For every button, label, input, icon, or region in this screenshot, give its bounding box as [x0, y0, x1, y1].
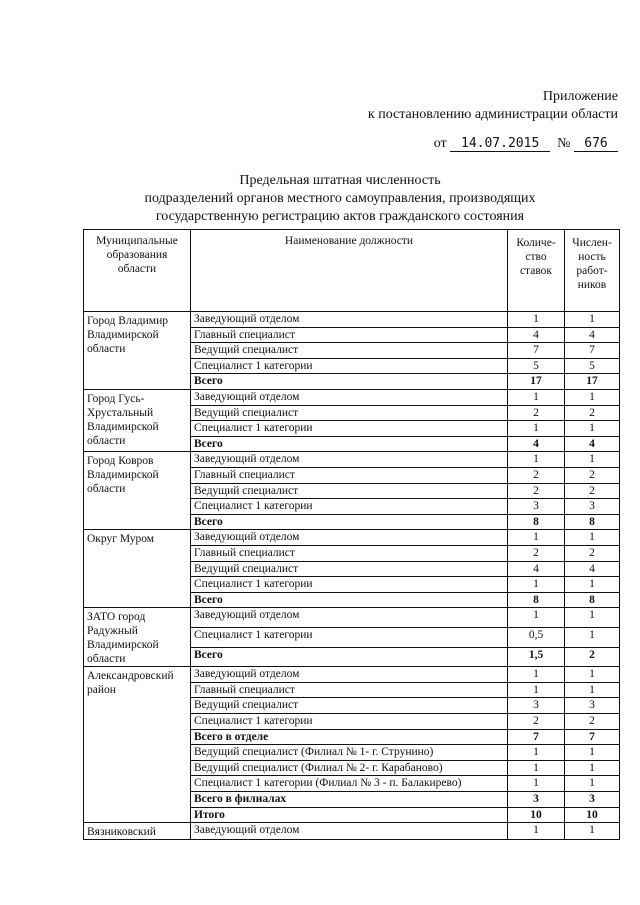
rates-cell: 10: [508, 807, 565, 823]
position-cell: Специалист 1 категории (Филиал № 3 - п. Балакирево): [191, 776, 508, 792]
staff-cell: 2: [565, 467, 620, 483]
staff-cell: 8: [565, 592, 620, 608]
column-header-rates: Количе-ство ставок: [508, 230, 565, 312]
position-cell: Ведущий специалист: [191, 343, 508, 359]
rates-cell: 1: [508, 389, 565, 405]
rates-cell: 3: [508, 698, 565, 714]
position-cell: Ведущий специалист: [191, 483, 508, 499]
position-cell: Всего: [191, 592, 508, 608]
number-prefix: №: [557, 136, 571, 151]
position-cell: Специалист 1 категории: [191, 627, 508, 647]
position-cell: Всего: [191, 374, 508, 390]
staff-cell: 1: [565, 682, 620, 698]
municipality-cell: Александровский район: [84, 667, 191, 823]
rates-cell: 1: [508, 312, 565, 328]
staff-cell: 1: [565, 627, 620, 647]
staff-cell: 1: [565, 608, 620, 628]
position-cell: Ведущий специалист: [191, 561, 508, 577]
staff-cell: 3: [565, 792, 620, 808]
rates-cell: 7: [508, 343, 565, 359]
position-cell: Главный специалист: [191, 327, 508, 343]
staff-cell: 5: [565, 358, 620, 374]
municipality-cell: Город Ковров Владимирской области: [84, 452, 191, 530]
staff-cell: 2: [565, 714, 620, 730]
title-line-2: подразделений органов местного самоуправления, производящих: [144, 191, 536, 206]
rates-cell: 2: [508, 545, 565, 561]
rates-cell: 1,5: [508, 647, 565, 667]
staff-cell: 3: [565, 698, 620, 714]
municipality-cell: Вязниковский: [84, 823, 191, 840]
municipality-cell: Город Гусь-Хрустальный Владимирской области: [84, 389, 191, 451]
rates-cell: 1: [508, 608, 565, 628]
rates-cell: 3: [508, 499, 565, 515]
position-cell: Главный специалист: [191, 467, 508, 483]
position-cell: Ведущий специалист (Филиал № 1- г. Струнино): [191, 745, 508, 761]
position-cell: Заведующий отделом: [191, 452, 508, 468]
appendix-label: Приложение: [542, 89, 618, 104]
table-row: [84, 530, 620, 546]
staff-cell: 1: [565, 530, 620, 546]
table-body: [84, 312, 620, 840]
position-cell: Главный специалист: [191, 682, 508, 698]
position-cell: Всего в отделе: [191, 729, 508, 745]
rates-cell: 4: [508, 436, 565, 452]
order-line: [434, 136, 618, 152]
column-header-municipality: Муниципальные образования области: [84, 230, 191, 312]
rates-cell: 2: [508, 405, 565, 421]
staff-cell: 7: [565, 343, 620, 359]
rates-cell: 1: [508, 452, 565, 468]
table-row: [84, 452, 620, 468]
position-cell: Всего: [191, 514, 508, 530]
title-line-1: Предельная штатная численность: [239, 173, 441, 188]
table-row: [84, 608, 620, 628]
staff-cell: 1: [565, 389, 620, 405]
position-cell: Заведующий отделом: [191, 312, 508, 328]
staff-cell: 1: [565, 776, 620, 792]
staff-cell: 2: [565, 405, 620, 421]
position-cell: Заведующий отделом: [191, 608, 508, 628]
rates-cell: 2: [508, 483, 565, 499]
rates-cell: 1: [508, 682, 565, 698]
position-cell: Ведущий специалист (Филиал № 2- г. Карабаново): [191, 760, 508, 776]
position-cell: Главный специалист: [191, 545, 508, 561]
staff-cell: 1: [565, 421, 620, 437]
table-row: [84, 667, 620, 683]
position-cell: Заведующий отделом: [191, 530, 508, 546]
rates-cell: 1: [508, 421, 565, 437]
rates-cell: 3: [508, 792, 565, 808]
staff-cell: 8: [565, 514, 620, 530]
staff-cell: 1: [565, 760, 620, 776]
table-row: [84, 312, 620, 328]
position-cell: Специалист 1 категории: [191, 358, 508, 374]
position-cell: Специалист 1 категории: [191, 577, 508, 593]
order-date: 14.07.2015: [450, 136, 550, 152]
staff-cell: 10: [565, 807, 620, 823]
rates-cell: 7: [508, 729, 565, 745]
table-row: [84, 389, 620, 405]
rates-cell: 4: [508, 561, 565, 577]
staff-cell: 1: [565, 312, 620, 328]
staff-cell: 17: [565, 374, 620, 390]
position-cell: Специалист 1 категории: [191, 421, 508, 437]
column-header-staff: Числен-ность работ-ников: [565, 230, 620, 312]
staff-cell: 1: [565, 452, 620, 468]
rates-cell: 17: [508, 374, 565, 390]
staff-cell: 4: [565, 436, 620, 452]
staff-cell: 1: [565, 667, 620, 683]
staff-cell: 1: [565, 823, 620, 840]
municipality-cell: ЗАТО город Радужный Владимирской области: [84, 608, 191, 667]
rates-cell: 8: [508, 514, 565, 530]
position-cell: Специалист 1 категории: [191, 714, 508, 730]
position-cell: Заведующий отделом: [191, 667, 508, 683]
rates-cell: 8: [508, 592, 565, 608]
position-cell: Ведущий специалист: [191, 405, 508, 421]
title-line-3: государственную регистрацию актов гражданского состояния: [155, 209, 525, 224]
rates-cell: 1: [508, 776, 565, 792]
rates-cell: 1: [508, 745, 565, 761]
staff-cell: 1: [565, 577, 620, 593]
rates-cell: 1: [508, 823, 565, 840]
position-cell: Всего: [191, 436, 508, 452]
position-cell: Заведующий отделом: [191, 389, 508, 405]
staff-cell: 1: [565, 745, 620, 761]
rates-cell: 1: [508, 667, 565, 683]
staff-cell: 2: [565, 647, 620, 667]
position-cell: Итого: [191, 807, 508, 823]
staff-cell: 3: [565, 499, 620, 515]
staff-cell: 2: [565, 545, 620, 561]
table-header-row: [84, 230, 620, 312]
rates-cell: 1: [508, 530, 565, 546]
rates-cell: 5: [508, 358, 565, 374]
date-prefix: от: [433, 136, 447, 151]
rates-cell: 1: [508, 760, 565, 776]
column-header-position: Наименование должности: [191, 230, 508, 312]
municipality-cell: Город Владимир Владимирской области: [84, 312, 191, 390]
position-cell: Всего в филиалах: [191, 792, 508, 808]
position-cell: Всего: [191, 647, 508, 667]
staff-cell: 4: [565, 327, 620, 343]
staff-cell: 4: [565, 561, 620, 577]
document-title: [60, 172, 620, 226]
municipality-cell: Округ Муром: [84, 530, 191, 608]
staff-cell: 7: [565, 729, 620, 745]
staff-cell: 2: [565, 483, 620, 499]
position-cell: Ведущий специалист: [191, 698, 508, 714]
resolution-reference: к постановлению администрации области: [367, 107, 618, 122]
rates-cell: 0,5: [508, 627, 565, 647]
rates-cell: 1: [508, 577, 565, 593]
position-cell: Заведующий отделом: [191, 823, 508, 840]
rates-cell: 2: [508, 714, 565, 730]
table-row: [84, 823, 620, 840]
position-cell: Специалист 1 категории: [191, 499, 508, 515]
rates-cell: 2: [508, 467, 565, 483]
staffing-table: [83, 229, 620, 840]
rates-cell: 4: [508, 327, 565, 343]
order-number: 676: [574, 136, 618, 152]
